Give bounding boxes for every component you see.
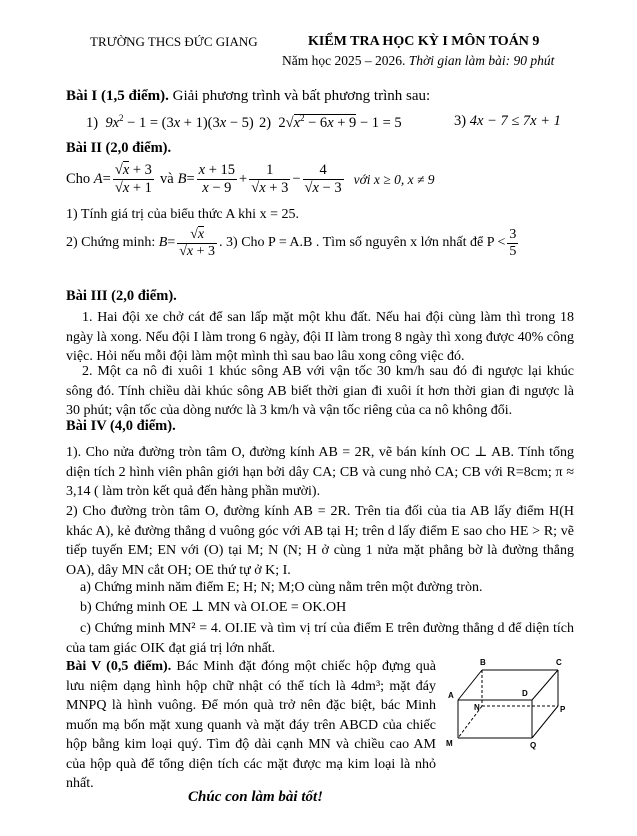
bai2-va: và (159, 171, 174, 187)
bai2-given: Cho A = $\frac{√x + 3}{√x + 1}$ và B = $\frac{x + 15}{x - 9}$ + $\frac{1}{√x + 3}$ − $\frac{4}{√x - 3}$ với x ≥ 0, x ≠ 9 (66, 162, 435, 196)
school-year: Năm học 2025 – 2026. (282, 53, 406, 68)
label-N: N (474, 703, 480, 712)
expr-B-term1: $\frac{x + 15}{x - 9}$ (198, 162, 236, 196)
bai4-title: Bài IV (4,0 điểm). (66, 418, 176, 434)
expr-B-term2: $\frac{1}{√x + 3}$ (251, 162, 289, 196)
bai4-b: b) Chứng minh OE ⊥ MN và OI.OE = OK.OH (80, 600, 347, 615)
bai2-q2-prefix: 2) Chứng minh: (66, 235, 156, 250)
bai5-block (66, 657, 436, 794)
exam-title: KIỂM TRA HỌC KỲ I MÔN TOÁN 9 (308, 34, 540, 49)
bai1-p2-expr: $2√x^2 - 6x + 9 - 1 = 5$ (274, 113, 402, 131)
bai2-q2q3: 2) Chứng minh: B = $\frac{√x}{√x + 3}$ . 3) Cho P = A.B . Tìm số nguyên x lớn nhất để P < $\frac{3}{5}$ (66, 226, 517, 259)
bai1-heading (66, 88, 430, 105)
time-limit: Thời gian làm bài: 90 phút (408, 53, 555, 68)
label-A: A (448, 691, 454, 700)
box-diagram (440, 658, 580, 758)
bai4-p2: 2) Cho đường tròn tâm O, đường kính AB = 2R. Trên tia đối của tia AB lấy điểm H(H khác A), kẻ đường thẳng d vuông góc với AB tại H; trên d lấy điểm E sao cho HE > R; vẽ tiếp tuyến EM; EN với (O) tại M; N (N; H ở cùng 1 nửa mặt phẳng bờ là đường thẳng OA), dây MN cắt OH; OE thứ tự ở K; I. (66, 504, 574, 578)
bai1-problems (86, 113, 254, 132)
bai3-title: Bài III (2,0 điểm). (66, 288, 177, 304)
bai4-a: a) Chứng minh năm điểm E; H; N; M;O cùng nằm trên một đường tròn. (80, 580, 483, 595)
bai2-cho: Cho (66, 171, 91, 187)
label-C: C (556, 658, 562, 667)
expr-A: $\frac{√x + 3}{√x + 1}$ (114, 162, 152, 196)
bai3-p2: 2. Một ca nô đi xuôi 1 khúc sông AB với vận tốc 30 km/h sau đó đi ngược lại khúc sông đó. Tính chiều dài khúc sông AB biết thời gian đi xuôi ít hơn thời gian đi ngược là 30 phút; vận tốc của dòng nước là 3 km/h và vận tốc riêng của ca nô không đổi. (66, 364, 574, 418)
bai1-p1-expr: $9x^2 - 1 = (3x + 1)(3x - 5)$ (105, 113, 254, 131)
bai2-title: Bài II (2,0 điểm). (66, 140, 172, 156)
expr-B-term3: $\frac{4}{√x - 3}$ (304, 162, 342, 196)
bai3-p1: 1. Hai đội xe chở cát để san lấp mặt một khu đất. Nếu hai đội cùng làm thì trong 18 ngày là xong. Nếu đội I làm trong 6 ngày, đội II làm trong 8 ngày thì xong được 40% công việc. Hỏi nếu mỗi đội làm một mình thì sau bao lâu xong công việc đó. (66, 310, 574, 364)
bai1-p3 (454, 113, 561, 130)
bai1-p1-label: 1) (86, 114, 99, 131)
bai2-q3: . 3) Cho P = A.B . Tìm số nguyên x lớn nhất để P < (219, 235, 506, 250)
expr-three-fifths: $\frac{3}{5}$ (509, 226, 517, 259)
bai2-q1: 1) Tính giá trị của biểu thức A khi x = 25. (66, 207, 299, 222)
bai4-p1: 1). Cho nửa đường tròn tâm O, đường kính AB = 2R, vẽ bán kính OC ⊥ AB. Tính tổng diện tích 2 hình viên phân giới hạn bởi dây CA; CB và cung nhỏ CA; CB với R=8cm; π ≈ 3,14 ( làm tròn kết quả đến hàng phần mười). (66, 445, 574, 499)
label-B: B (480, 658, 486, 667)
bai2-condition: với x ≥ 0, x ≠ 9 (353, 171, 435, 187)
bai1-p3-label: 3) (454, 113, 467, 129)
bai1-p3-expr: 4x − 7 ≤ 7x + 1 (469, 113, 561, 129)
label-D: D (522, 689, 528, 698)
bai1-intro: Giải phương trình và bất phương trình sau: (172, 88, 431, 104)
bai4-c: c) Chứng minh MN² = 4. OI.IE và tìm vị trí của điểm E trên đường thẳng d để diện tích của tam giác OIK đạt giá trị lớn nhất. (66, 621, 574, 656)
bai5-text: Bác Minh đặt đóng một chiếc hộp đựng quà lưu niệm dạng hình hộp chữ nhật có thể tích là 4dm³; mặt đáy MNPQ là hình vuông. Để món quà trở nên đặc biệt, bác Minh muốn mạ bốn mặt xung quanh và mặt đáy trên ABCD của chiếc hộp bằng kim loại quý. Tìm độ dài cạnh MN và chiều cao AM của hộp quà để tổng diện tích các mặt được mạ kim loại là nhỏ nhất. (66, 659, 436, 791)
school-name: TRƯỜNG THCS ĐỨC GIANG (90, 34, 258, 49)
label-P: P (560, 705, 566, 714)
bai1-p2 (259, 113, 402, 132)
label-Q: Q (530, 741, 537, 750)
bai1-title: Bài I (1,5 điểm). (66, 88, 169, 104)
exam-year-time (282, 53, 554, 69)
expr-B-proof: $\frac{√x}{√x + 3}$ (179, 226, 216, 259)
bai5-title: Bài V (0,5 điểm). (66, 659, 172, 674)
bai1-p2-label: 2) (259, 114, 272, 131)
closing-message: Chúc con làm bài tốt! (188, 789, 324, 805)
label-M: M (446, 739, 453, 748)
